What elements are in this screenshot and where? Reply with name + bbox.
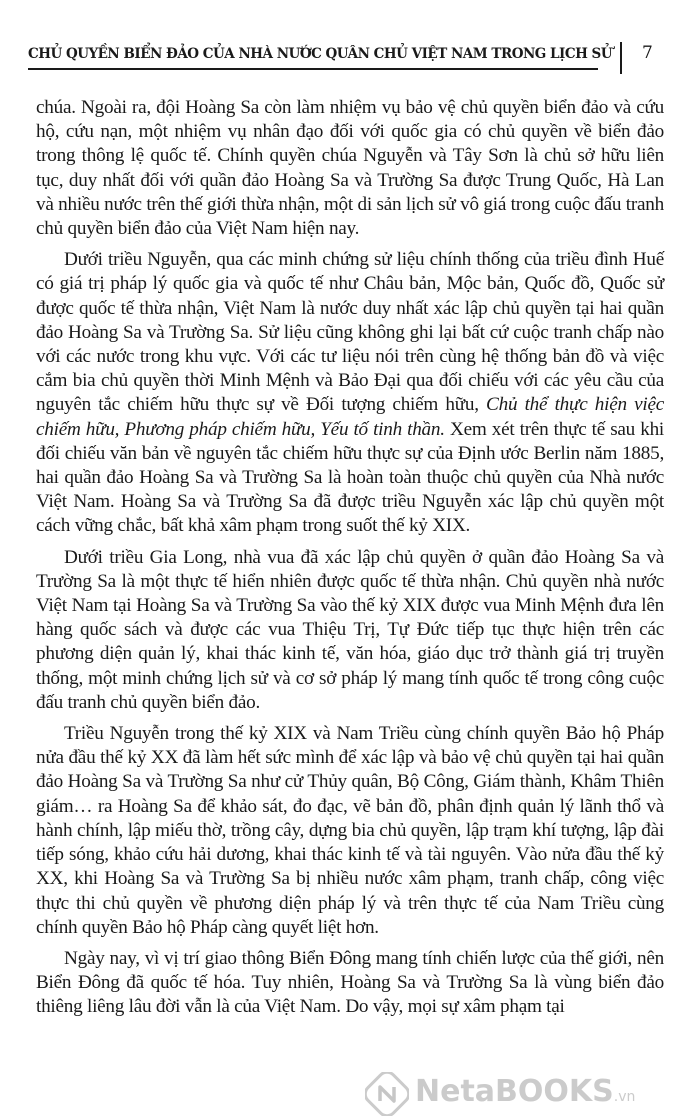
- watermark: [365, 1072, 695, 1116]
- paragraph-5: Ngày nay, vì vị trí giao thông Biển Đông mang tính chiến lược của thế giới, nên Biển Đông đã quốc tế hóa. Tuy nhiên, Hoàng Sa và Trường Sa là vùng biển đảo thiêng liêng lâu đời vẫn là của Việt Nam. Do vậy, mọi sự xâm phạm tại: [36, 947, 664, 1018]
- header-divider: [620, 42, 622, 74]
- paragraph-2-part1: Dưới triều Nguyễn, qua các minh chứng sử liệu chính thống của triều đình Huế có giá trị pháp lý quốc gia và quốc tế như Châu bản, Mộc bản, Quốc đồ, Quốc sử được quốc tế thừa nhận, Việt Nam là nước duy nhất xác lập chủ quyền tại hai quần đảo Hoàng Sa và Trường Sa. Sử liệu cũng không ghi lại bất cứ cuộc tranh chấp nào với các nước trong khu vực. Với các tư liệu nói trên cùng hệ thống bản đồ và việc cắm bia chủ quyền thời Minh Mệnh và Bảo Đại qua đối chiếu với các yêu cầu của nguyên tắc chiếm hữu thực sự về Đối tượng chiếm hữu,: [36, 249, 664, 416]
- watermark-suffix: .vn: [613, 1089, 636, 1105]
- paragraph-2: [36, 248, 664, 538]
- paragraph-3: Dưới triều Gia Long, nhà vua đã xác lập chủ quyền ở quần đảo Hoàng Sa và Trường Sa là một thực tế hiển nhiên được quốc tế thừa nhận. Chủ quyền nhà nước Việt Nam tại Hoàng Sa và Trường Sa vào thế kỷ XIX được vua Minh Mệnh đưa lên hàng quốc sách và được các vua Thiệu Trị, Tự Đức tiếp tục thực hiện trên các phương diện quản lý, khai thác kinh tế, văn hóa, giáo dục trở thành giá trị truyền thống, một minh chứng lịch sử và cơ sở pháp lý mang tính quốc tế trong công cuộc đấu tranh chủ quyền biển đảo.: [36, 546, 664, 713]
- paragraph-2-part2: Xem xét trên thực tế sau khi đối chiếu văn bản về nguyên tắc chiếm hữu thực sự của Định ước Berlin năm 1885, hai quần đảo Hoàng Sa và Trường Sa là hoàn toàn thuộc chủ quyền của Nhà nước Việt Nam. Hoàng Sa và Trường Sa đã được triều Nguyễn xác lập chủ quyền một cách vững chắc, bất khả xâm phạm trong suốt thế kỷ XIX.: [36, 418, 664, 537]
- header-rule: [28, 68, 598, 70]
- header-title: CHỦ QUYỀN BIỂN ĐẢO CỦA NHÀ NƯỚC QUÂN CHỦ VIỆT NAM TRONG LỊCH SỬ: [28, 46, 613, 62]
- watermark-brand: NetaBOOKS: [415, 1074, 614, 1109]
- running-header: [28, 40, 670, 70]
- paragraph-2-italic: Chủ thể thực hiện việc chiếm hữu, Phương pháp chiếm hữu, Yếu tố tinh thần.: [36, 394, 664, 440]
- body-text: [36, 96, 664, 1027]
- paragraph-4: Triều Nguyễn trong thế kỷ XIX và Nam Triều cùng chính quyền Bảo hộ Pháp nửa đầu thế kỷ XX đã làm hết sức mình để xác lập và bảo vệ chủ quyền tại hai quần đảo Hoàng Sa và Trường Sa như cử Thủy quân, Bộ Công, Giám thành, Khâm Thiên giám… ra Hoàng Sa để khảo sát, đo đạc, vẽ bản đồ, phân định quản lý lãnh thổ và hành chính, lập miếu thờ, trồng cây, dựng bia chủ quyền, lập trạm khí tượng, lập đài tiếp sóng, khảo cứu hải dương, khai thác kinh tế và tài nguyên. Vào nửa đầu thế kỷ XX, khi Hoàng Sa và Trường Sa bị nhiều nước xâm phạm, tranh chấp, công việc thực thi chủ quyền về phương diện pháp lý và trên thực tế của Nam Triều cùng chính quyền Bảo hộ Pháp càng quyết liệt hơn.: [36, 723, 664, 938]
- watermark-text: [415, 1074, 635, 1109]
- page-number: 7: [642, 43, 653, 63]
- paragraph-1: chúa. Ngoài ra, đội Hoàng Sa còn làm nhiệm vụ bảo vệ chủ quyền biển đảo và cứu hộ, cứu nạn, một nhiệm vụ nhân đạo đối với quốc gia có chủ quyền về biển đảo trong thông lệ quốc tế. Chính quyền chúa Nguyễn và Tây Sơn là chủ sở hữu liên tục, duy nhất đối với quần đảo Hoàng Sa và Trường Sa được Trung Quốc, Hà Lan và nhiều nước trên thế giới thừa nhận, một di sản lịch sử vô giá trong cuộc đấu tranh chủ quyền biển đảo của Việt Nam hiện nay.: [36, 97, 664, 240]
- netabooks-logo-icon: [365, 1072, 409, 1116]
